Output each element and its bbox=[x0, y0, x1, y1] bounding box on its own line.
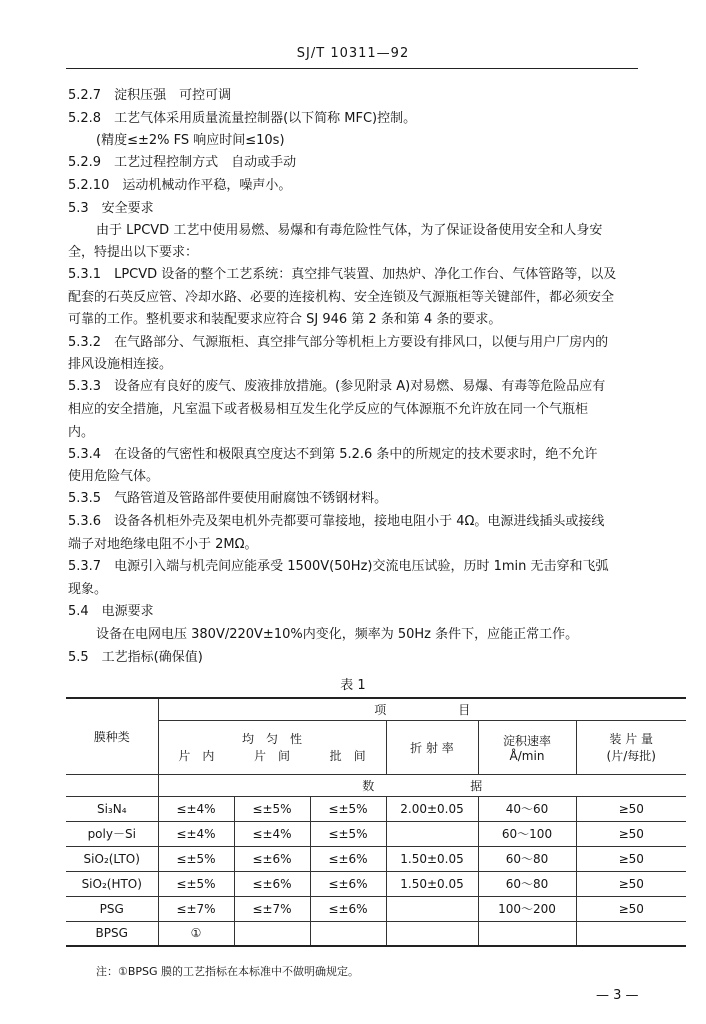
table-cell: 60～100 bbox=[478, 821, 576, 846]
table-cell: ≤±5% bbox=[310, 796, 386, 821]
table-cell: ≤±5% bbox=[158, 871, 234, 896]
table-cell: SiO₂(LTO) bbox=[66, 846, 158, 871]
table-cell bbox=[386, 921, 478, 946]
table-cell: ≤±5% bbox=[310, 821, 386, 846]
table-cell: ≤±7% bbox=[234, 896, 310, 921]
text-line: 5.2.10 运动机械动作平稳，噪声小。 bbox=[68, 178, 292, 193]
table-cell: ≤±6% bbox=[234, 846, 310, 871]
table-cell: 40～60 bbox=[478, 796, 576, 821]
header-load: 装 片 量 bbox=[609, 732, 654, 746]
header-batch-to-batch: 批 间 bbox=[329, 749, 366, 763]
table-cell: ≤±5% bbox=[158, 846, 234, 871]
table-cell bbox=[478, 921, 576, 946]
table-cell: 100～200 bbox=[478, 896, 576, 921]
text-line: 配套的石英反应管、冷却水路、必要的连接机构、安全连锁及气源瓶柜等关键部件，都必须安全 bbox=[68, 290, 615, 305]
text-line: 5.3.6 设备各机柜外壳及架电机外壳都要可靠接地，接地电阻小于 4Ω。电源进线插头或接线 bbox=[68, 514, 605, 529]
text-line: 5.2.9 工艺过程控制方式 自动或手动 bbox=[68, 155, 297, 170]
section-heading: 5.3 安全要求 bbox=[68, 201, 154, 216]
table-cell: ≥50 bbox=[576, 896, 686, 921]
text-line: 设备在电网电压 380V/220V±10%内变化，频率为 50Hz 条件下，应能正常工作。 bbox=[96, 627, 579, 642]
text-line: 现象。 bbox=[68, 582, 108, 597]
header-items: 项 目 bbox=[158, 698, 686, 720]
table-cell: ≥50 bbox=[576, 821, 686, 846]
table-cell: ≤±6% bbox=[310, 896, 386, 921]
table-cell: ≤±6% bbox=[310, 871, 386, 896]
table-caption: 表 1 bbox=[340, 678, 366, 693]
text-line: 5.3.5 气路管道及管路部件要使用耐腐蚀不锈钢材料。 bbox=[68, 491, 388, 506]
section-heading: 5.4 电源要求 bbox=[68, 604, 154, 619]
table-cell: ≥50 bbox=[576, 871, 686, 896]
text-line: 端子对地绝缘电阻不小于 2MΩ。 bbox=[68, 537, 258, 552]
header-within-wafer: 片 内 bbox=[178, 749, 215, 763]
header-refractive-index: 折 射 率 bbox=[386, 720, 478, 774]
text-line: 5.3.7 电源引入端与机壳间应能承受 1500V(50Hz)交流电压试验，历时 1min 无击穿和飞弧 bbox=[68, 559, 609, 574]
header-uniformity-group bbox=[158, 720, 386, 774]
table-cell: ① bbox=[158, 921, 234, 946]
text-line: 由于 LPCVD 工艺中使用易燃、易爆和有毒危险性气体，为了保证设备使用安全和人身安 bbox=[96, 223, 603, 238]
process-spec-table bbox=[66, 697, 686, 947]
table-cell: ≥50 bbox=[576, 846, 686, 871]
table-cell: ≤±7% bbox=[158, 896, 234, 921]
header-data: 数 据 bbox=[158, 774, 686, 796]
blank-cell bbox=[66, 774, 158, 796]
header-load-group bbox=[576, 720, 686, 774]
table-cell: poly－Si bbox=[66, 821, 158, 846]
table-note: 注：①BPSG 膜的工艺指标在本标准中不做明确规定。 bbox=[96, 965, 360, 978]
table-cell: 60～80 bbox=[478, 871, 576, 896]
section-heading: 5.5 工艺指标(确保值) bbox=[68, 650, 203, 665]
text-line: (精度≤±2% FS 响应时间≤10s) bbox=[96, 133, 285, 148]
text-line: 使用危险气体。 bbox=[68, 469, 160, 484]
text-line: 5.2.8 工艺气体采用质量流量控制器(以下简称 MFC)控制。 bbox=[68, 111, 417, 126]
table-cell: 2.00±0.05 bbox=[386, 796, 478, 821]
table-cell: 1.50±0.05 bbox=[386, 846, 478, 871]
table-cell: ≤±4% bbox=[158, 821, 234, 846]
table-cell: Si₃N₄ bbox=[66, 796, 158, 821]
table-cell: ≤±4% bbox=[158, 796, 234, 821]
text-line: 5.3.4 在设备的气密性和极限真空度达不到第 5.2.6 条中的所规定的技术要求时，绝不允许 bbox=[68, 447, 598, 462]
table-cell: ≤±4% bbox=[234, 821, 310, 846]
text-line: 排风设施相连接。 bbox=[68, 357, 173, 372]
text-line: 相应的安全措施，凡室温下或者极易相互发生化学反应的气体源瓶不允许放在同一个气瓶柜 bbox=[68, 402, 589, 417]
table-cell bbox=[310, 921, 386, 946]
text-line: 可靠的工作。整机要求和装配要求应符合 SJ 946 第 2 条和第 4 条的要求。 bbox=[68, 312, 502, 327]
table-cell: ≤±5% bbox=[234, 796, 310, 821]
header-rule bbox=[66, 68, 638, 69]
text-line: 5.2.7 淀积压强 可控可调 bbox=[68, 88, 232, 103]
table-cell: SiO₂(HTO) bbox=[66, 871, 158, 896]
table-cell: BPSG bbox=[66, 921, 158, 946]
table-cell: PSG bbox=[66, 896, 158, 921]
header-deposition-rate-unit: Å/min bbox=[509, 748, 545, 763]
header-deposition-rate-group bbox=[478, 720, 576, 774]
table-cell bbox=[576, 921, 686, 946]
header-deposition-rate: 淀积速率 bbox=[502, 733, 551, 748]
table-cell: 1.50±0.05 bbox=[386, 871, 478, 896]
text-line: 5.3.2 在气路部分、气源瓶柜、真空排气部分等机柜上方要设有排风口，以便与用户厂房内的 bbox=[68, 335, 609, 350]
table-cell: ≥50 bbox=[576, 796, 686, 821]
table-cell bbox=[234, 921, 310, 946]
text-line: 全，特提出以下要求： bbox=[68, 245, 199, 260]
text-line: 5.3.3 设备应有良好的废气、废液排放措施。(参见附录 A)对易燃、易爆、有毒等危险品应有 bbox=[68, 379, 606, 394]
header-film-type: 膜种类 bbox=[66, 698, 158, 774]
header-uniformity: 均 匀 性 bbox=[241, 732, 302, 746]
table-cell bbox=[386, 896, 478, 921]
table-cell bbox=[386, 821, 478, 846]
table-cell: ≤±6% bbox=[234, 871, 310, 896]
text-line: 内。 bbox=[68, 425, 95, 440]
header-wafer-to-wafer: 片 间 bbox=[253, 749, 290, 763]
page-number: — 3 — bbox=[596, 988, 639, 1003]
document-code-header: SJ/T 10311—92 bbox=[296, 46, 410, 61]
table-cell: ≤±6% bbox=[310, 846, 386, 871]
text-line: 5.3.1 LPCVD 设备的整个工艺系统：真空排气装置、加热炉、净化工作台、气体管路等，以及 bbox=[68, 267, 617, 282]
table-cell: 60～80 bbox=[478, 846, 576, 871]
header-load-unit: (片/每批) bbox=[606, 749, 656, 763]
